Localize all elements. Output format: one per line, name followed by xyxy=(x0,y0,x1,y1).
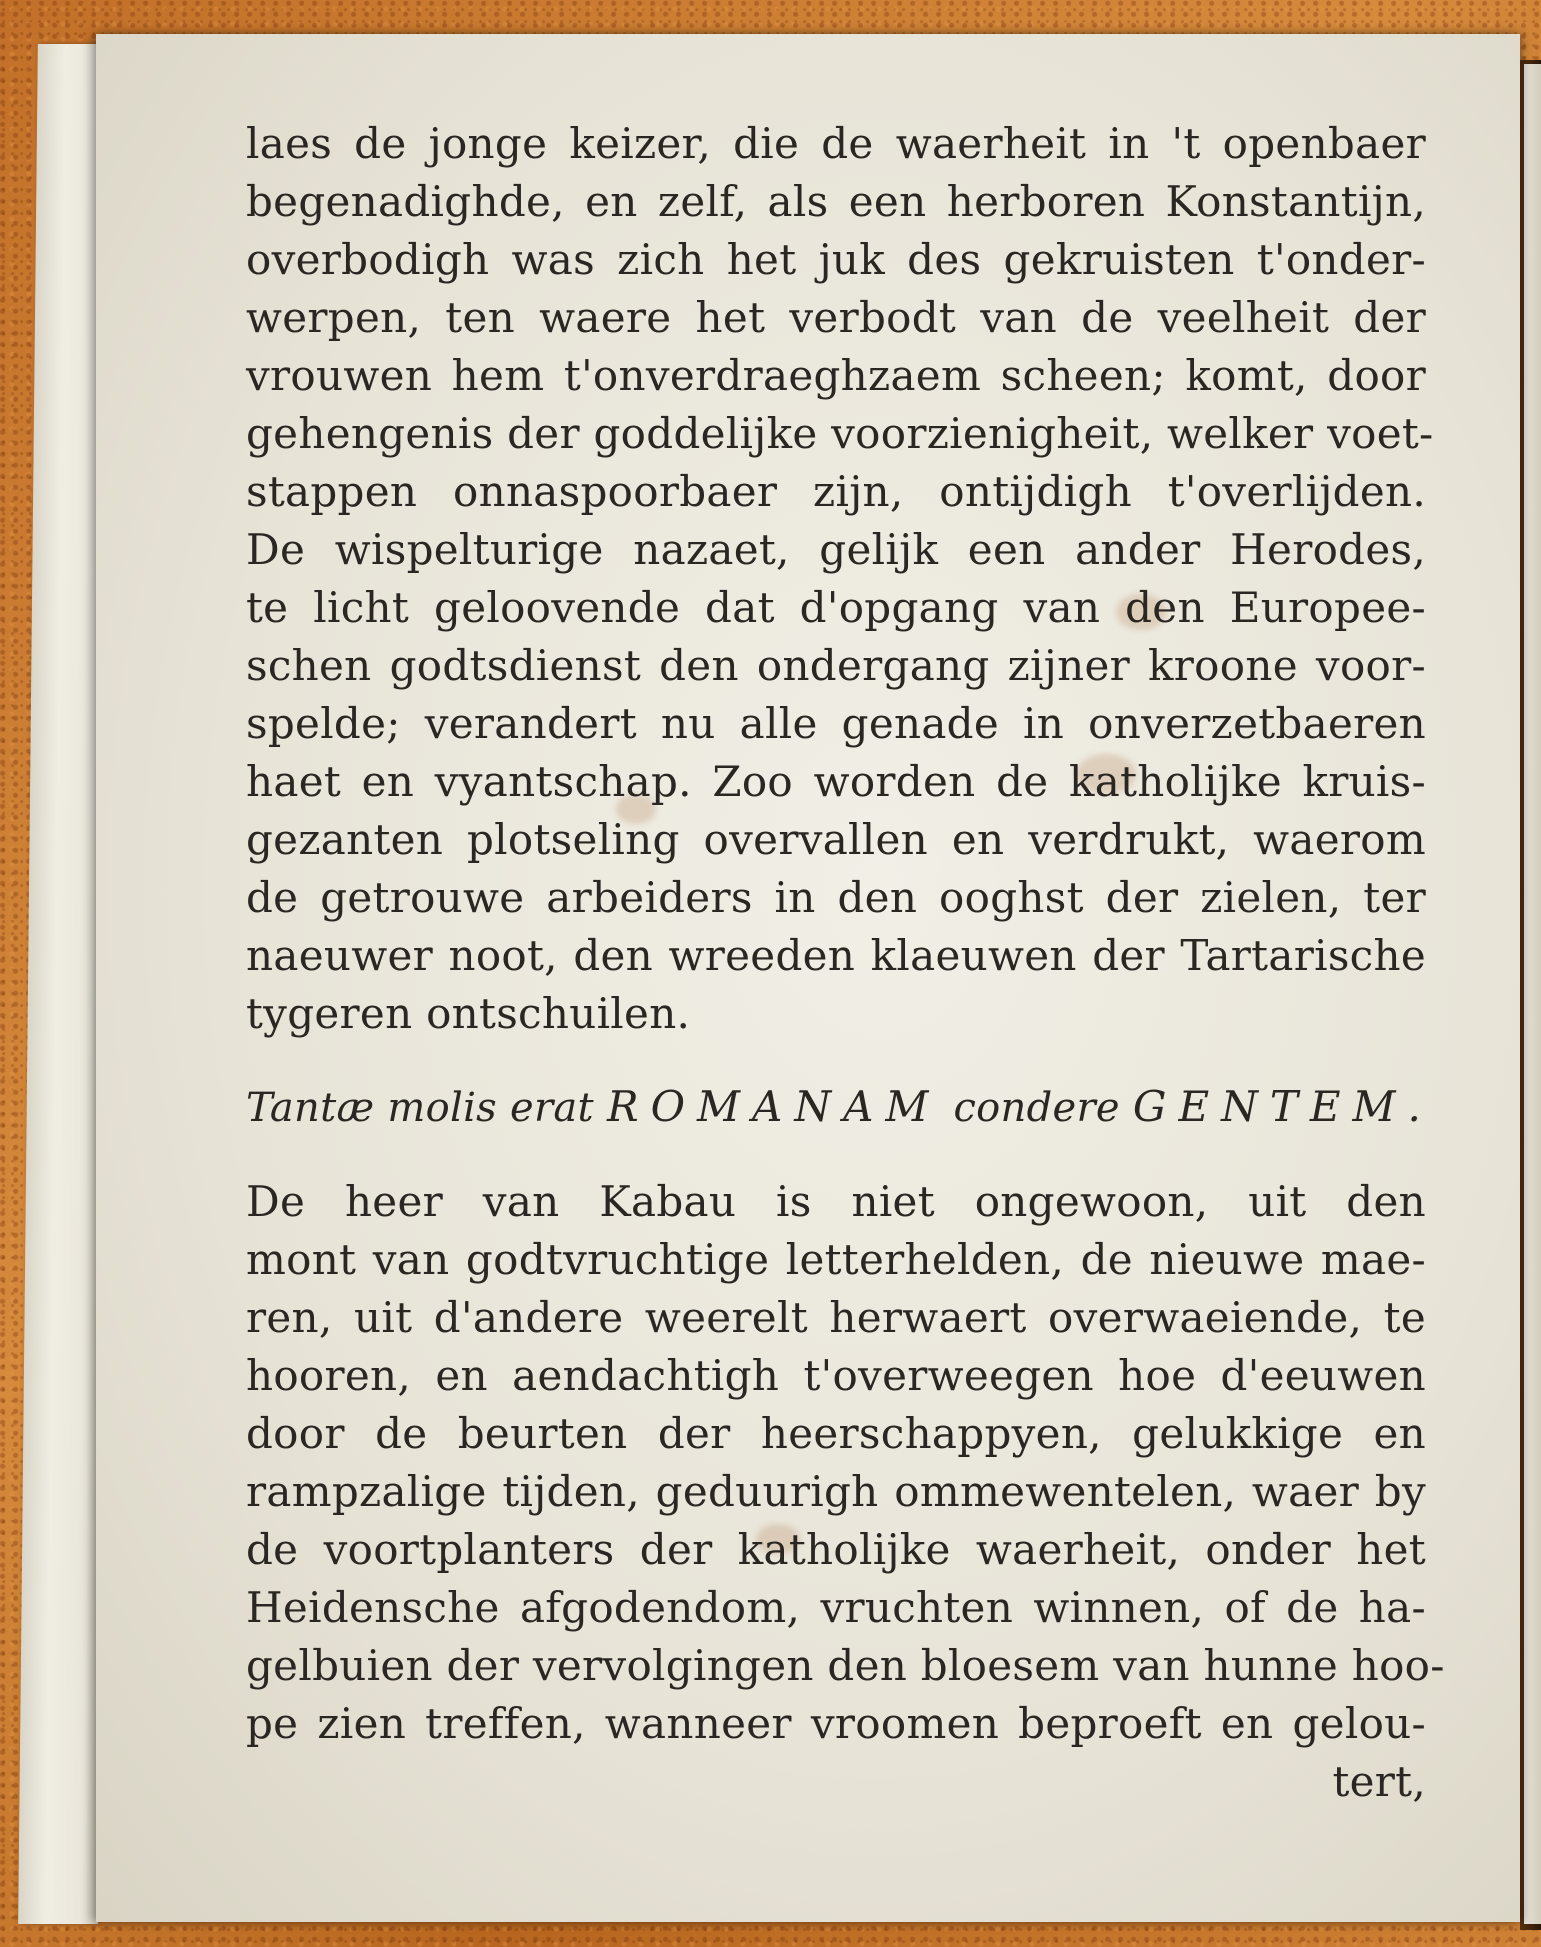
quote-part: GENTEM. xyxy=(1132,1082,1433,1131)
text-line: werpen, ten waere het verbodt van de veelheit der xyxy=(246,293,1426,342)
text-line: door de beurten der heerschappyen, gelukkige en xyxy=(246,1409,1426,1458)
text-line: de getrouwe arbeiders in den ooghst der zielen, ter xyxy=(246,873,1426,922)
text-line: stappen onnaspoorbaer zijn, ontijdigh t'overlijden. xyxy=(246,467,1426,516)
paragraph-2 xyxy=(246,1173,1445,1753)
text-line: hooren, en aendachtigh t'overweegen hoe d'eeuwen xyxy=(246,1351,1426,1400)
text-line: rampzalige tijden, geduurigh ommewentelen, waer by xyxy=(246,1467,1426,1516)
text-line: naeuwer noot, den wreeden klaeuwen der Tartarische xyxy=(246,931,1426,980)
text-line: de voortplanters der katholijke waerheit, onder het xyxy=(246,1525,1426,1574)
text-line: spelde; verandert nu alle genade in onverzetbaeren xyxy=(246,699,1426,748)
text-line: mont van godtvruchtige letterhelden, de nieuwe mae- xyxy=(246,1235,1426,1284)
text-line: gehengenis der goddelijke voorzienigheit, welker voet- xyxy=(246,409,1434,458)
quote-part: ROMANAM xyxy=(606,1082,941,1131)
text-line: ren, uit d'andere weerelt herwaert overwaeiende, te xyxy=(246,1293,1426,1342)
text-line: De wispelturige nazaet, gelijk een ander Herodes, xyxy=(246,525,1426,574)
text-line: tygeren ontschuilen. xyxy=(246,989,691,1038)
text-line: laes de jonge keizer, die de waerheit in 't openbaer xyxy=(246,119,1426,168)
text-line: vrouwen hem t'onverdraeghzaem scheen; komt, door xyxy=(246,351,1426,400)
text-line: schen godtsdienst den ondergang zijner kroone voor- xyxy=(246,641,1426,690)
text-line: te licht geloovende dat d'opgang van den Europee- xyxy=(246,583,1426,632)
text-line: begenadighde, en zelf, als een herboren Konstantijn, xyxy=(246,177,1426,226)
page-text xyxy=(246,115,1445,1811)
facing-page-edge xyxy=(1524,64,1541,1924)
text-line: De heer van Kabau is niet ongewoon, uit den xyxy=(246,1177,1426,1226)
quote-part: Tantæ molis erat xyxy=(246,1085,607,1131)
text-line: gelbuien der vervolgingen den bloesem van hunne hoo- xyxy=(246,1641,1445,1690)
latin-quotation xyxy=(246,1077,1433,1137)
text-line: haet en vyantschap. Zoo worden de katholijke kruis- xyxy=(246,757,1426,806)
paragraph-1 xyxy=(246,115,1434,1043)
text-line: overbodigh was zich het juk des gekruisten t'onder- xyxy=(246,235,1426,284)
text-line: pe zien treffen, wanneer vroomen beproeft en gelou- xyxy=(246,1699,1426,1748)
quote-part: condere xyxy=(940,1085,1133,1131)
text-line: Heidensche afgodendom, vruchten winnen, of de ha- xyxy=(246,1583,1426,1632)
text-line: gezanten plotseling overvallen en verdrukt, waerom xyxy=(246,815,1426,864)
catchword: tert, xyxy=(1332,1757,1426,1806)
